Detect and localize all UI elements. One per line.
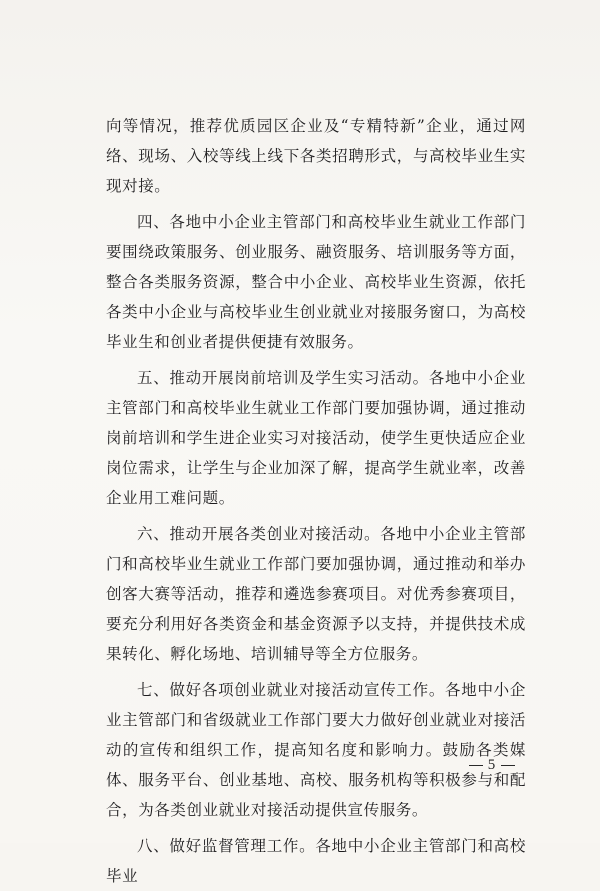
paragraph-item-7: 七、做好各项创业就业对接活动宣传工作。各地中小企业主管部门和省级就业工作部门要大力做好创业就业对接活动的宣传和组织工作，提高知名度和影响力。鼓励各类媒体、服务平台、创业基地、高校、服务机构等积极参与和配合，为各类创业就业对接活动提供宣传服务。 bbox=[106, 680, 526, 820]
page-number-value: 5 bbox=[487, 757, 497, 773]
page-number-dash-left bbox=[469, 765, 483, 766]
paragraph-item-6: 六、推动开展各类创业对接活动。各地中小企业主管部门和高校毕业生就业工作部门要加强协调，通过推动和举办创客大赛等活动，推荐和遴选参赛项目。对优秀参赛项目，要充分利用好各类资金和基金资源予以支持，并提供技术成果转化、孵化场地、培训辅导等全方位服务。 bbox=[106, 524, 526, 664]
paragraph-item-4: 四、各地中小企业主管部门和高校毕业生就业工作部门要围绕政策服务、创业服务、融资服务、培训服务等方面，整合各类服务资源，整合中小企业、高校毕业生资源，依托各类中小企业与高校毕业生创业就业对接服务窗口，为高校毕业生和创业者提供便捷有效服务。 bbox=[106, 212, 526, 352]
paragraph-continuation: 向等情况，推荐优质园区企业及“专精特新”企业，通过网络、现场、入校等线上线下各类招聘形式，与高校毕业生实现对接。 bbox=[106, 117, 526, 196]
paragraph-item-8: 八、做好监督管理工作。各地中小企业主管部门和高校毕业 bbox=[106, 836, 526, 885]
page-number-dash-right bbox=[501, 765, 515, 766]
page-number bbox=[460, 757, 524, 774]
document-body bbox=[106, 111, 526, 891]
paragraph-item-5: 五、推动开展岗前培训及学生实习活动。各地中小企业主管部门和高校毕业生就业工作部门要加强协调，通过推动岗前培训和学生进企业实习对接活动，使学生更快适应企业岗位需求，让学生与企业加深了解，提高学生就业率，改善企业用工难问题。 bbox=[106, 368, 526, 508]
